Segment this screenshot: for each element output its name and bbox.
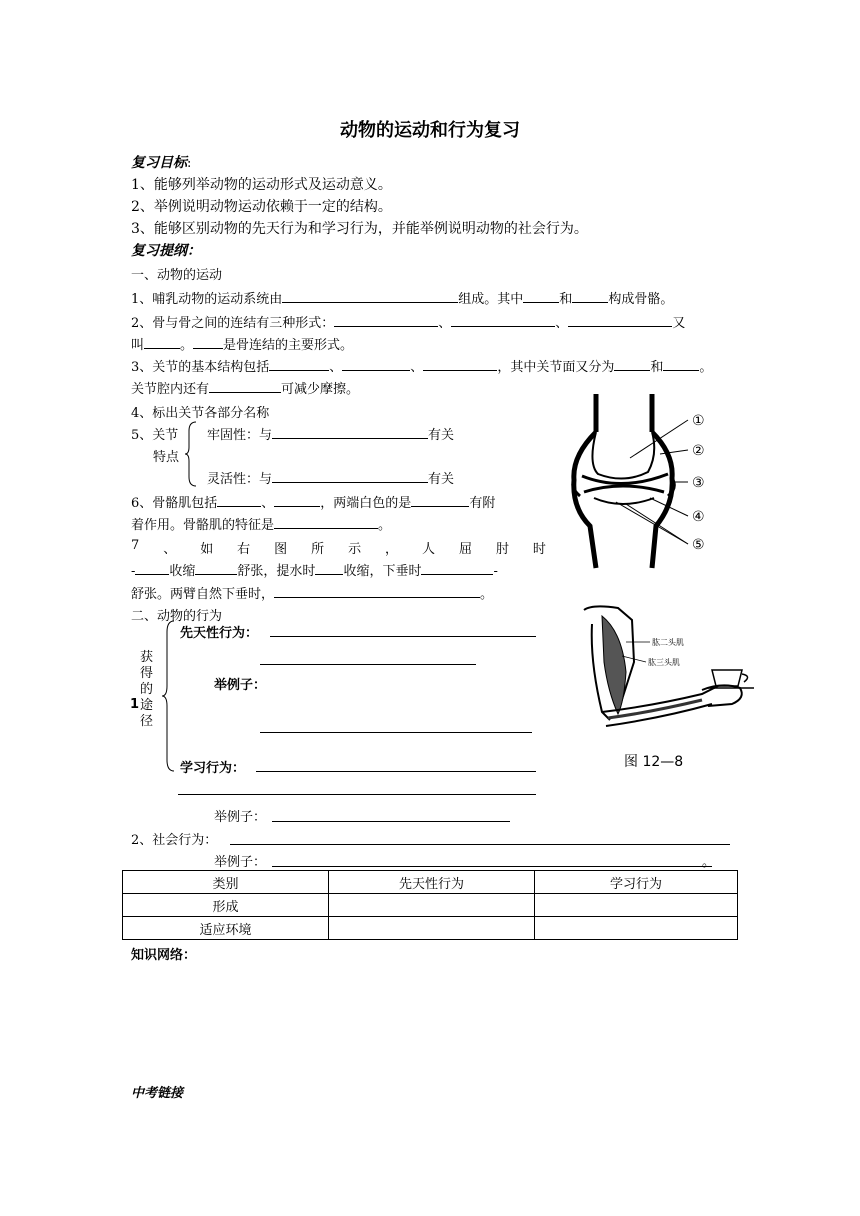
joint-label-2: ② xyxy=(692,443,705,459)
question-2-line2: 叫 。 是骨连结的主要形式。 xyxy=(131,334,353,353)
knee-joint-figure xyxy=(560,392,720,570)
section2-heading: 二、动物的行为 xyxy=(131,609,223,624)
period: 。 xyxy=(702,855,716,870)
blank[interactable] xyxy=(135,560,169,575)
question-4: 4、标出关节各部分名称 xyxy=(131,406,270,421)
table-header: 学习行为 xyxy=(535,871,738,894)
goal-item: 2、举例说明动物运动依赖于一定的结构。 xyxy=(131,199,392,215)
blank[interactable] xyxy=(614,356,650,371)
answer-line[interactable] xyxy=(272,821,510,822)
firmness-row: 牢固性：与 有关 xyxy=(207,424,454,443)
blank[interactable] xyxy=(274,492,320,507)
blank[interactable] xyxy=(217,492,261,507)
blank[interactable] xyxy=(193,334,223,349)
question-6-line2: 着作用。骨骼肌的特征是 。 xyxy=(131,514,391,533)
blank[interactable] xyxy=(334,312,438,327)
brace-icon xyxy=(160,620,176,772)
table-header: 类别 xyxy=(123,871,329,894)
blank[interactable] xyxy=(274,514,378,529)
page-title: 动物的运动和行为复习 xyxy=(340,120,520,141)
joint-label-4: ④ xyxy=(692,509,705,525)
blank[interactable] xyxy=(274,583,480,598)
blank[interactable] xyxy=(272,468,428,483)
question-2: 2、骨与骨之间的连结有三种形式： 、 、 又 xyxy=(131,312,685,331)
table-cell[interactable] xyxy=(535,917,738,940)
table-row xyxy=(123,894,738,917)
acquisition-label-2: 途 径 xyxy=(140,698,154,729)
blank[interactable] xyxy=(663,356,699,371)
question-3: 3、关节的基本结构包括 、 、 ，其中关节面又分为 和 。 xyxy=(131,356,712,375)
question-6: 6、骨骼肌包括 、 ，两端白色的是 有附 xyxy=(131,492,495,511)
outline-heading: 复习提纲： xyxy=(131,243,201,259)
table-row xyxy=(123,917,738,940)
goal-item: 3、能够区别动物的先天行为和学习行为，并能举例说明动物的社会行为。 xyxy=(131,221,588,237)
table-cell: 适应环境 xyxy=(123,917,329,940)
table-cell[interactable] xyxy=(329,894,535,917)
figure-caption: 图 12—8 xyxy=(624,754,684,770)
learned-behavior-label: 学习行为： xyxy=(180,761,246,776)
answer-line[interactable] xyxy=(272,866,712,867)
blank[interactable] xyxy=(315,560,343,575)
joint-label-3: ③ xyxy=(692,475,705,491)
answer-line[interactable] xyxy=(256,771,536,772)
answer-line[interactable] xyxy=(230,844,730,845)
blank[interactable] xyxy=(195,560,237,575)
question-7-line2: - 收缩 舒张，提水时 收缩，下垂时 - xyxy=(131,560,498,579)
example-row: 举例子： xyxy=(214,810,267,825)
blank[interactable] xyxy=(421,560,493,575)
answer-line[interactable] xyxy=(260,664,476,665)
question-5-sublabel: 特点 xyxy=(153,450,180,465)
blank[interactable] xyxy=(272,424,428,439)
answer-line[interactable] xyxy=(260,732,532,733)
blank[interactable] xyxy=(572,288,608,303)
example-row-social: 举例子： xyxy=(214,855,267,870)
knowledge-network-heading: 知识网络： xyxy=(131,948,197,963)
comparison-table xyxy=(122,870,738,940)
table-cell[interactable] xyxy=(329,917,535,940)
answer-line[interactable] xyxy=(178,794,536,795)
blank[interactable] xyxy=(523,288,559,303)
question-7-line3: 舒张。两臂自然下垂时， 。 xyxy=(131,583,493,602)
question-5-label: 5、关节 xyxy=(131,428,179,443)
section1-heading: 一、动物的运动 xyxy=(131,268,223,283)
question-3-line2: 关节腔内还有 可减少摩擦。 xyxy=(131,378,359,397)
arm-label: 肱三头肌 xyxy=(648,658,680,667)
exam-link-heading: 中考链接 xyxy=(131,1086,184,1101)
blank[interactable] xyxy=(209,378,281,393)
goal-item: 1、能够列举动物的运动形式及运动意义。 xyxy=(131,177,392,193)
arm-muscle-figure xyxy=(562,602,766,772)
question-7: 7 、 如 右 图 所 示 ， 人 屈 肘 时 xyxy=(131,538,546,557)
blank[interactable] xyxy=(269,356,329,371)
blank[interactable] xyxy=(411,492,469,507)
blank[interactable] xyxy=(282,288,458,303)
goals-heading: 复习目标: xyxy=(131,155,192,171)
table-cell[interactable] xyxy=(535,894,738,917)
flexibility-row: 灵活性：与 有关 xyxy=(207,468,454,487)
table-header-row xyxy=(123,871,738,894)
table-header: 先天性行为 xyxy=(329,871,535,894)
question-1: 1、哺乳动物的运动系统由 组成。其中 和 构成骨骼。 xyxy=(131,288,673,307)
blank[interactable] xyxy=(342,356,410,371)
joint-label-1: ① xyxy=(692,413,705,429)
blank[interactable] xyxy=(423,356,497,371)
blank[interactable] xyxy=(451,312,555,327)
blank[interactable] xyxy=(144,334,180,349)
section2-number: 1 xyxy=(130,697,140,712)
table-cell: 形成 xyxy=(123,894,329,917)
social-behavior-label: 2、社会行为： xyxy=(131,833,218,848)
blank[interactable] xyxy=(568,312,672,327)
acquisition-label: 获 得 的 xyxy=(140,650,154,697)
brace-icon xyxy=(184,421,198,487)
example-label: 举例子： xyxy=(214,678,267,693)
innate-behavior-label: 先天性行为： xyxy=(180,626,259,641)
joint-label-5: ⑤ xyxy=(692,537,705,553)
arm-label: 肱二头肌 xyxy=(652,638,684,647)
answer-line[interactable] xyxy=(270,636,536,637)
